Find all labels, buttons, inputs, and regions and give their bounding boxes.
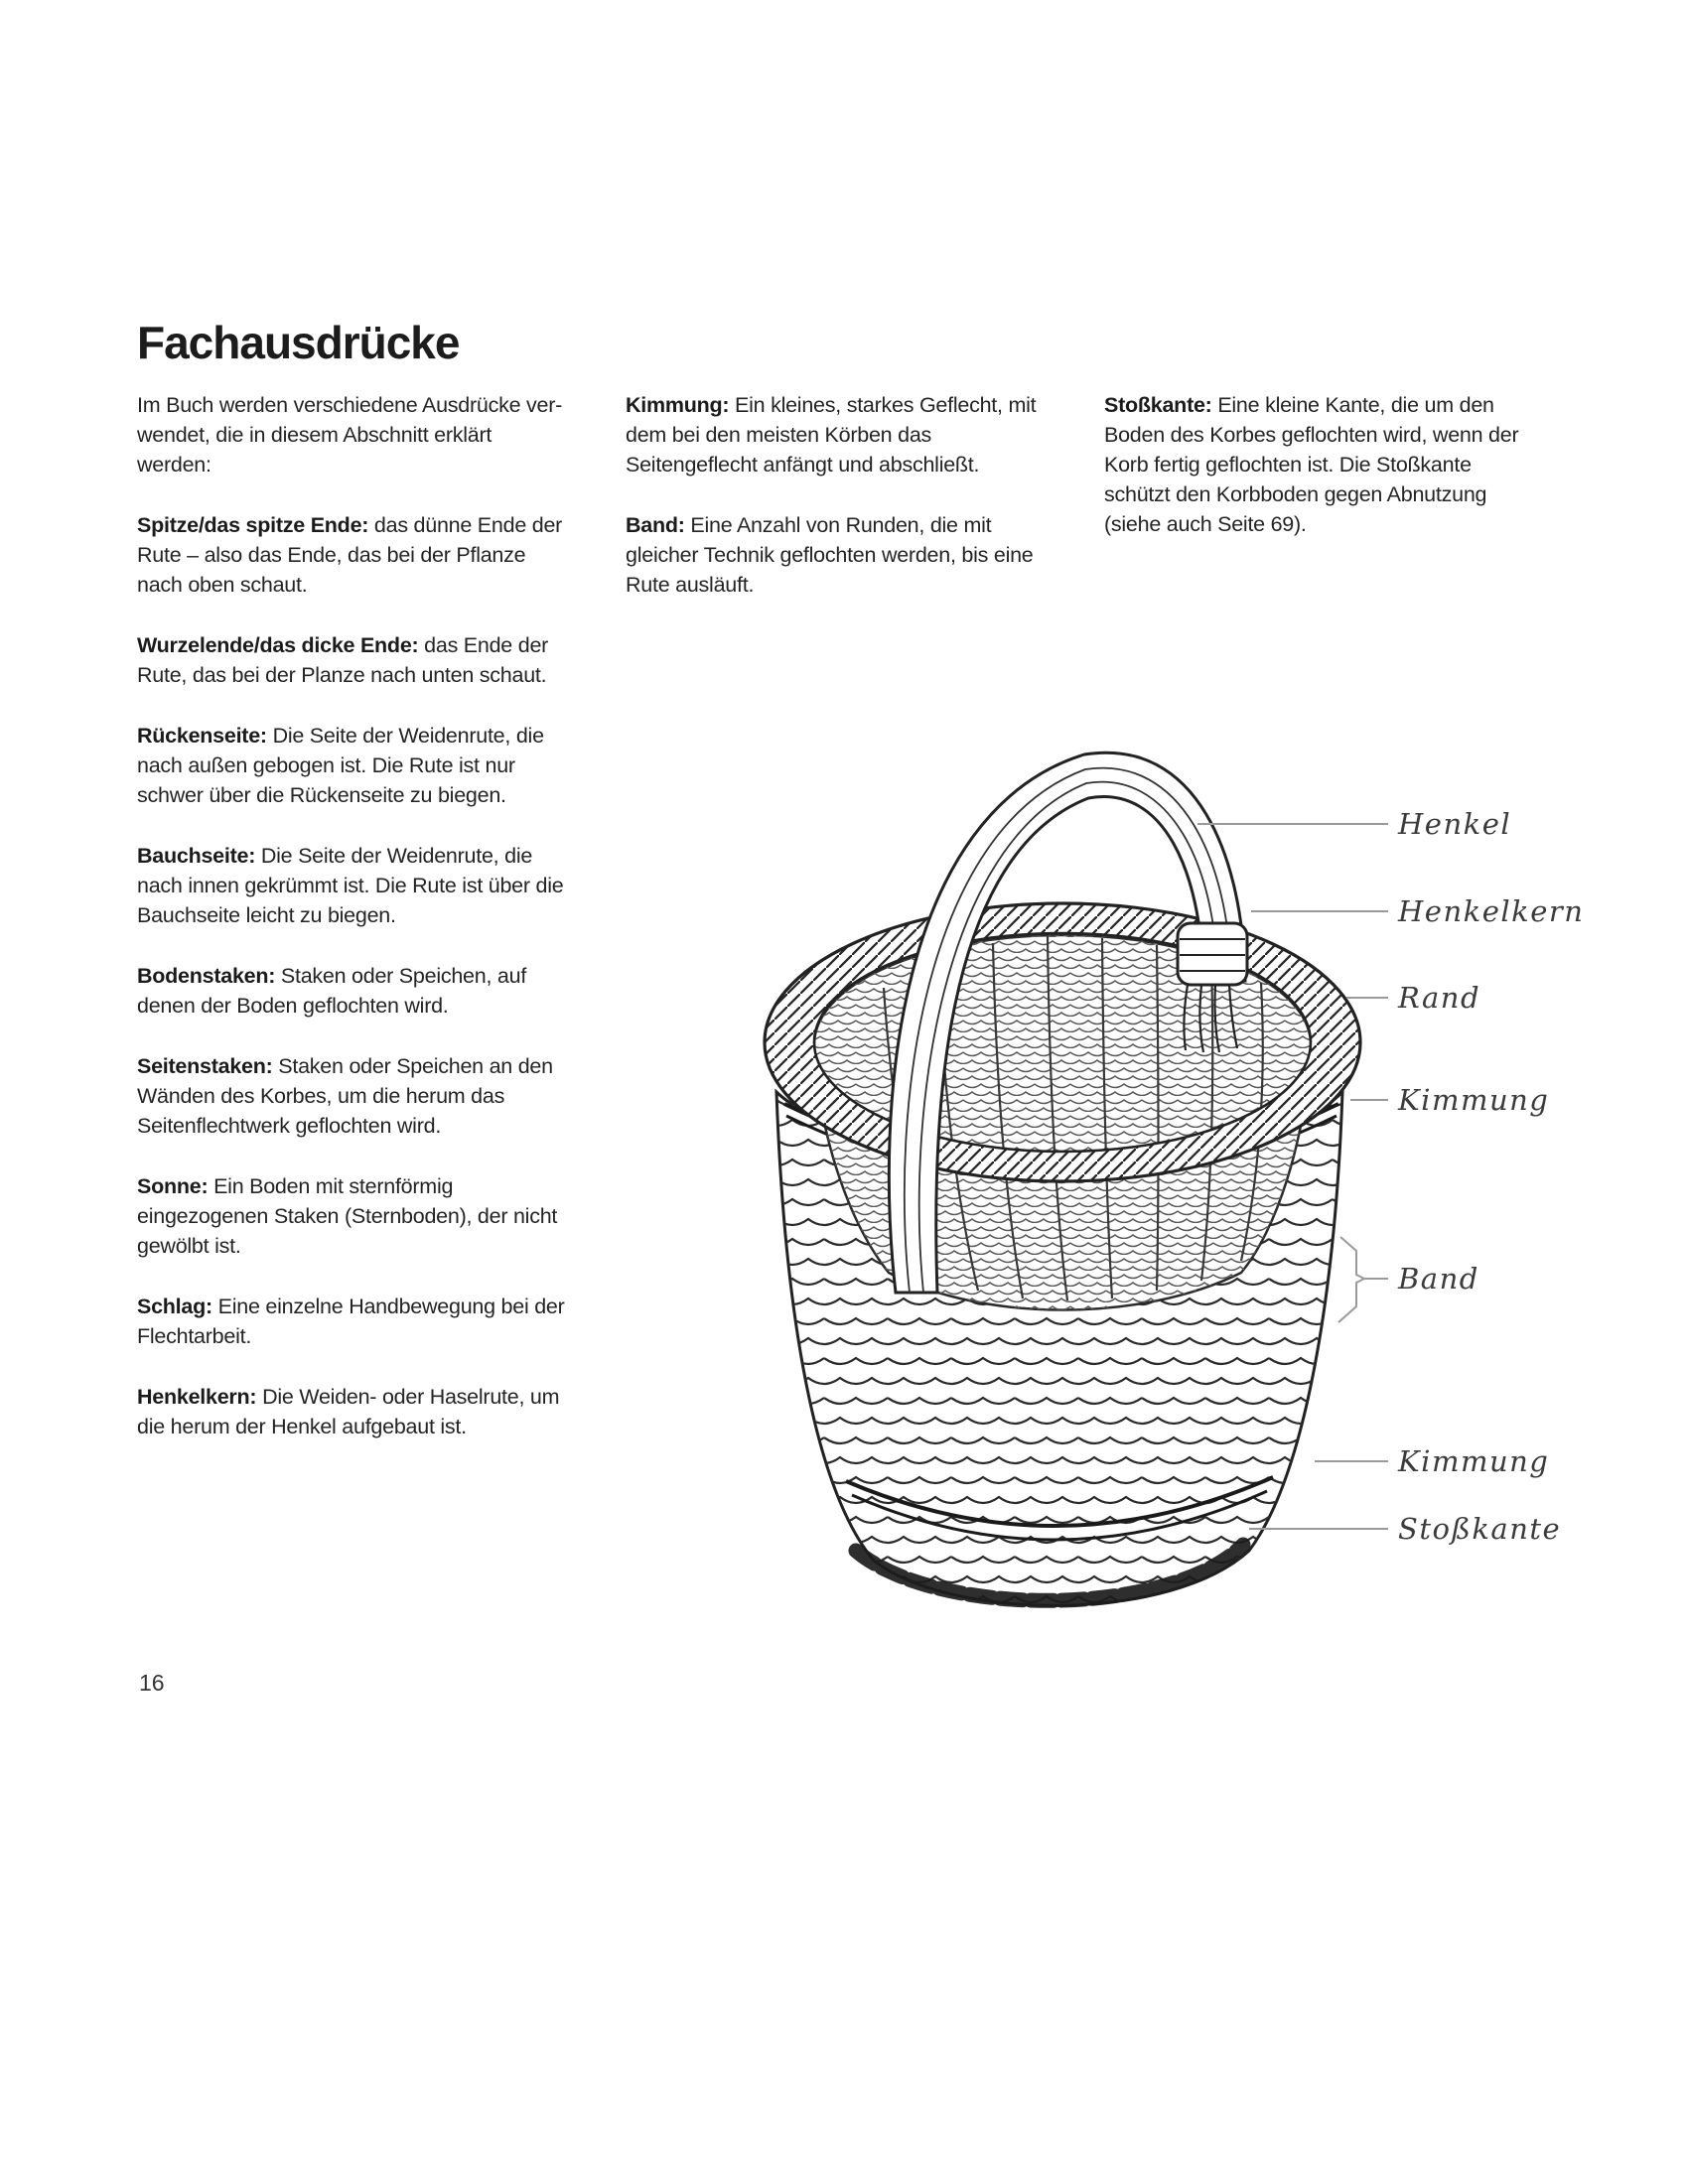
column-right [1104,390,1529,570]
figure-label-kimmung-bottom: Kimmung [1398,1444,1550,1478]
definition-seitenstaken [137,1051,566,1141]
definition-text: Im Buch werden verschiedene Ausdrücke verwendet, die in diesem Abschnitt erklärt werden: [137,393,563,477]
term: Henkelkern: [137,1385,257,1409]
figure-label-stosskante: Stoßkante [1398,1512,1562,1546]
definition-stosskante [1104,390,1529,539]
figure-label-kimmung-top: Kimmung [1398,1083,1550,1117]
term: Seitenstaken: [137,1054,273,1078]
figure-label-henkelkern: Henkelkern [1398,894,1585,928]
definition-text: Eine einzelne Handbewegung bei der Flechtarbeit. [137,1295,565,1348]
column-middle [626,390,1067,630]
definition-text: das Ende der Rute, das bei der Planze nach unten schaut. [137,633,549,687]
definition-schlag [137,1292,566,1351]
definition-rueckenseite [137,721,566,810]
definition-text: Staken oder Speichen, auf denen der Boden geflochten wird. [137,964,527,1018]
definition-text: Ein Boden mit sternförmig eingezogenen Staken (Sternboden), der nicht gewölbt ist. [137,1174,558,1258]
definition-text: das dünne Ende der Rute – also das Ende, das bei der Pflanze nach oben schaut. [137,513,563,597]
definition-spitze [137,510,566,600]
definition-text: Die Seite der Weidenrute, die nach außen gebogen ist. Die Rute ist nur schwer über die Rückenseite zu biegen. [137,724,544,807]
definition-text: Ein kleines, starkes Geflecht, mit dem bei den meisten Körben das Seitengeflecht anfängt und abschließt. [626,393,1037,477]
term: Kimmung: [626,393,730,417]
column-left [137,390,566,1472]
definition-text: Eine kleine Kante, die um den Boden des Korbes geflochten wird, wenn der Korb fertig geflochten ist. Die Stoßkante schützt den Korbboden gegen Abnutzung (siehe auch Seite 69). [1104,393,1519,536]
term: Band: [626,513,685,537]
page-number: 16 [139,1670,165,1696]
definition-text: Staken oder Speichen an den Wänden des Korbes, um die herum das Seitenflechtwerk geflochten wird. [137,1054,553,1138]
term: Wurzelende/das dicke Ende: [137,633,419,657]
definition-bodenstaken [137,961,566,1021]
term: Bauchseite: [137,844,256,868]
figure-label-henkel: Henkel [1398,807,1512,841]
definition-text: Die Seite der Weidenrute, die nach innen gekrümmt ist. Die Rute ist über die Bauchseite leicht zu biegen. [137,844,564,927]
leader-band-bracket [1338,1237,1364,1322]
term: Stoßkante: [1104,393,1212,417]
term: Spitze/das spitze Ende: [137,513,369,537]
definition-wurzelende [137,630,566,690]
intro-paragraph [137,390,566,479]
term: Sonne: [137,1174,209,1198]
definition-bauchseite [137,841,566,930]
figure-label-band: Band [1398,1262,1479,1296]
definition-band [626,510,1067,600]
definition-text: Die Weiden- oder Haselrute, um die herum der Henkel aufgebaut ist. [137,1385,560,1438]
definition-text: Eine Anzahl von Runden, die mit gleicher Technik geflochten werden, bis eine Rute ausläuft. [626,513,1034,597]
page-title: Fachausdrücke [137,317,460,368]
term: Bodenstaken: [137,964,276,988]
definition-henkelkern [137,1382,566,1441]
definition-kimmung [626,390,1067,479]
term: Schlag: [137,1295,212,1318]
definition-sonne [137,1171,566,1261]
term: Rückenseite: [137,724,267,748]
figure-label-rand: Rand [1398,981,1481,1015]
